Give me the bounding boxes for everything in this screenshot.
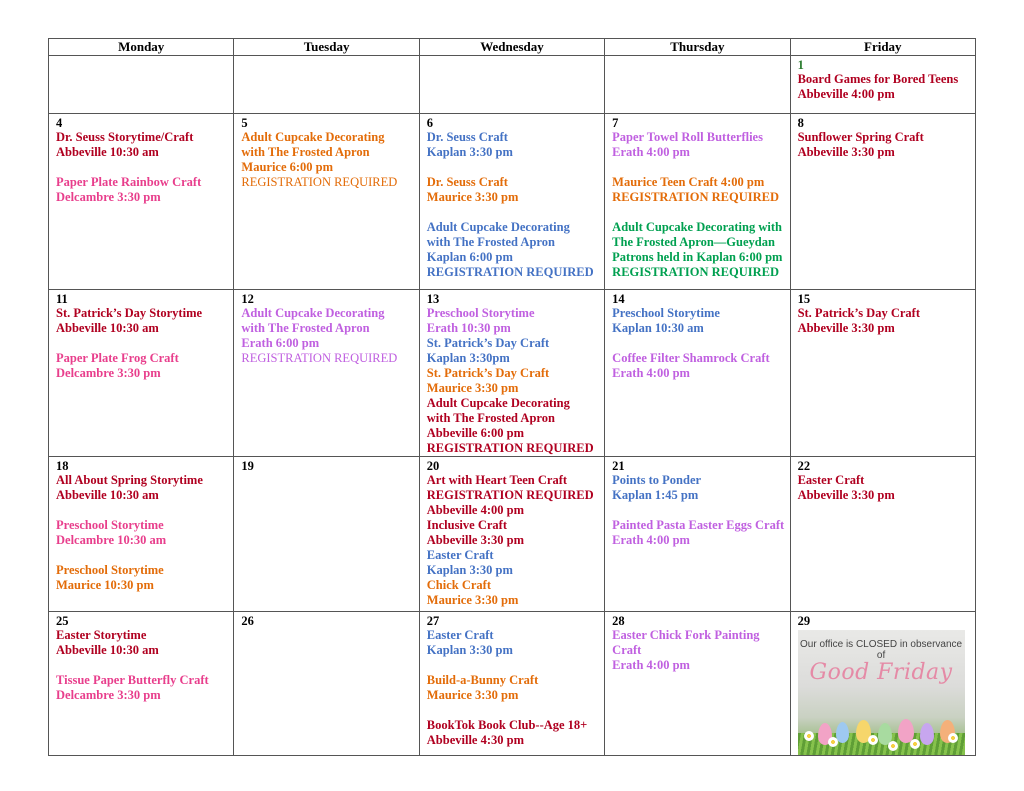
day-number: 13 [426, 292, 440, 306]
calendar-event [427, 220, 604, 280]
event-line: Preschool Storytime [56, 518, 164, 532]
day-cell-thursday [605, 457, 790, 612]
event-line: with The Frosted Apron [426, 235, 555, 249]
event-line: with The Frosted Apron [241, 321, 370, 335]
calendar-event [612, 518, 789, 548]
day-cell-friday [790, 114, 975, 290]
day-number [56, 58, 233, 72]
weekday-header: Wednesday [419, 39, 604, 56]
event-line: Erath 4:00 pm [612, 145, 690, 159]
day-cell-thursday [605, 114, 790, 290]
weekday-header: Thursday [605, 39, 790, 56]
event-line: Dr. Seuss Storytime/Craft [56, 130, 194, 144]
daisy-icon [828, 737, 838, 747]
daisy-icon [804, 731, 814, 741]
weekday-header-row [49, 39, 976, 56]
event-line: St. Patrick’s Day Storytime [56, 306, 203, 320]
calendar-event [427, 473, 604, 518]
day-cell-friday [790, 56, 975, 114]
event-line: St. Patrick’s Day Craft [426, 366, 550, 380]
event-line: Abbeville 10:30 am [56, 321, 159, 335]
calendar-event [241, 130, 418, 190]
day-number: 7 [612, 116, 619, 130]
calendar-event [241, 306, 418, 366]
event-line: Kaplan 10:30 am [612, 321, 704, 335]
event-line: Erath 4:00 pm [612, 533, 690, 547]
event-line: Inclusive Craft [426, 518, 507, 532]
event-line: Adult Cupcake Decorating with [612, 220, 782, 234]
day-number: 11 [56, 292, 68, 306]
day-cell-thursday [605, 612, 790, 756]
event-line: with The Frosted Apron [241, 145, 370, 159]
day-number: 18 [56, 459, 69, 473]
day-number: 27 [426, 614, 440, 628]
event-line: REGISTRATION REQUIRED [241, 175, 398, 189]
day-cell-friday [790, 612, 975, 756]
calendar-event [427, 578, 604, 608]
day-cell-wednesday [419, 56, 604, 114]
event-line: Kaplan 3:30 pm [426, 643, 513, 657]
calendar-event [56, 473, 233, 503]
calendar-event [56, 130, 233, 160]
week-row [49, 56, 976, 114]
calendar-event [612, 175, 789, 205]
week-row [49, 612, 976, 756]
easter-egg-icon [920, 723, 934, 745]
day-cell-tuesday [234, 114, 419, 290]
day-number: 6 [426, 116, 434, 130]
event-line: Abbeville 10:30 am [56, 145, 159, 159]
calendar-event [798, 306, 975, 336]
event-line: REGISTRATION REQUIRED [426, 488, 594, 502]
day-number: 14 [612, 292, 625, 306]
event-line: Tissue Paper Butterfly Craft [56, 673, 209, 687]
day-cell-tuesday [234, 56, 419, 114]
event-line: Abbeville 3:30 pm [797, 488, 895, 502]
event-line: Maurice 3:30 pm [426, 593, 519, 607]
weekday-header: Monday [49, 39, 234, 56]
event-line: Abbeville 4:30 pm [426, 733, 525, 747]
calendar-event [427, 718, 604, 748]
event-line: Chick Craft [426, 578, 492, 592]
event-line: REGISTRATION REQUIRED [612, 265, 779, 279]
day-cell-wednesday [419, 290, 604, 457]
calendar-event [798, 130, 975, 160]
day-number: 29 [797, 614, 811, 628]
event-line: Dr. Seuss Craft [426, 175, 508, 189]
calendar-event [427, 336, 604, 366]
day-number: 28 [612, 614, 625, 628]
week-row [49, 457, 976, 612]
day-cell-tuesday [234, 457, 419, 612]
event-line: BookTok Book Club--Age 18+ [426, 718, 588, 732]
day-number [241, 58, 418, 72]
event-line: Kaplan 6:00 pm [426, 250, 513, 264]
event-line: with The Frosted Apron [426, 411, 555, 425]
day-number: 26 [241, 614, 254, 628]
day-cell-monday [49, 114, 234, 290]
event-line: Easter Storytime [56, 628, 147, 642]
event-line: Paper Plate Frog Craft [56, 351, 179, 365]
event-line: St. Patrick’s Day Craft [797, 306, 920, 320]
event-line: Adult Cupcake Decorating [241, 306, 385, 320]
calendar-event [798, 473, 975, 503]
day-number: 4 [56, 116, 63, 130]
calendar-event [427, 628, 604, 658]
event-line: Points to Ponder [612, 473, 702, 487]
event-line: Sunflower Spring Craft [797, 130, 924, 144]
event-line: Delcambre 10:30 am [56, 533, 167, 547]
calendar-event [427, 175, 604, 205]
event-line: Art with Heart Teen Craft [426, 473, 568, 487]
event-line: Painted Pasta Easter Eggs Craft [612, 518, 785, 532]
event-line: Kaplan 3:30pm [426, 351, 510, 365]
event-line: Abbeville 10:30 am [56, 643, 159, 657]
event-line: The Frosted Apron—Gueydan [612, 235, 775, 249]
calendar-event [427, 673, 604, 703]
day-number: 20 [426, 459, 440, 473]
day-cell-friday [790, 290, 975, 457]
event-line: Abbeville 10:30 am [56, 488, 159, 502]
event-line: Preschool Storytime [612, 306, 720, 320]
day-cell-thursday [605, 290, 790, 457]
week-row [49, 114, 976, 290]
event-line: Delcambre 3:30 pm [56, 190, 161, 204]
calendar-table [48, 38, 976, 756]
event-line: Preschool Storytime [56, 563, 164, 577]
event-line: Easter Craft [426, 628, 494, 642]
day-cell-monday [49, 457, 234, 612]
day-cell-thursday [605, 56, 790, 114]
calendar-event [56, 351, 233, 381]
event-line: St. Patrick’s Day Craft [426, 336, 550, 350]
event-line: Erath 4:00 pm [612, 658, 690, 672]
event-line: Abbeville 3:30 pm [426, 533, 525, 547]
event-line: Delcambre 3:30 pm [56, 366, 161, 380]
event-line: Easter Craft [797, 473, 865, 487]
daisy-icon [888, 741, 898, 751]
event-line: Erath 10:30 pm [426, 321, 511, 335]
event-line: All About Spring Storytime [56, 473, 203, 487]
day-cell-friday [790, 457, 975, 612]
event-line: Maurice 3:30 pm [426, 688, 519, 702]
calendar-event [56, 518, 233, 548]
day-number: 22 [797, 459, 811, 473]
day-number: 12 [241, 292, 254, 306]
day-cell-tuesday [234, 290, 419, 457]
day-cell-wednesday [419, 612, 604, 756]
day-number: 19 [241, 459, 254, 473]
calendar-event [427, 396, 604, 456]
calendar-event [612, 628, 789, 673]
day-cell-monday [49, 290, 234, 457]
event-line: Maurice 3:30 pm [426, 381, 519, 395]
event-line: Kaplan 3:30 pm [426, 563, 513, 577]
day-number: 5 [241, 116, 248, 130]
calendar-event [427, 306, 604, 336]
daisy-icon [948, 733, 958, 743]
event-line: Easter Chick Fork Painting Craft [612, 628, 760, 657]
event-line: Coffee Filter Shamrock Craft [612, 351, 770, 365]
calendar-event [612, 220, 789, 280]
calendar-event [56, 563, 233, 593]
event-line: Abbeville 6:00 pm [426, 426, 525, 440]
day-number [427, 58, 604, 72]
event-line: Abbeville 4:00 pm [426, 503, 525, 517]
event-line: Adult Cupcake Decorating [426, 396, 570, 410]
event-line: Abbeville 3:30 pm [797, 145, 895, 159]
calendar-event [427, 548, 604, 578]
calendar-event [612, 473, 789, 503]
event-line: Paper Towel Roll Butterflies [612, 130, 763, 144]
event-line: Maurice 3:30 pm [426, 190, 519, 204]
event-line: Abbeville 4:00 pm [797, 87, 895, 101]
event-line: REGISTRATION REQUIRED [426, 441, 594, 455]
event-line: REGISTRATION REQUIRED [241, 351, 398, 365]
daisy-icon [910, 739, 920, 749]
calendar-event [427, 366, 604, 396]
event-line: Kaplan 3:30 pm [426, 145, 513, 159]
event-line: Maurice Teen Craft 4:00 pm [612, 175, 765, 189]
calendar-event [56, 628, 233, 658]
calendar-event [612, 306, 789, 336]
event-line: Adult Cupcake Decorating [241, 130, 385, 144]
calendar-event [56, 306, 233, 336]
event-line: Maurice 6:00 pm [241, 160, 334, 174]
weekday-header: Tuesday [234, 39, 419, 56]
day-cell-wednesday [419, 114, 604, 290]
good-friday-script: Good Friday [809, 660, 953, 685]
calendar-event [427, 130, 604, 160]
event-line: REGISTRATION REQUIRED [612, 190, 779, 204]
event-line: Board Games for Bored Teens [797, 72, 959, 86]
event-line: Patrons held in Kaplan 6:00 pm [612, 250, 783, 264]
day-cell-monday [49, 612, 234, 756]
calendar-event [612, 351, 789, 381]
calendar-event [798, 72, 975, 102]
calendar-event [427, 518, 604, 548]
event-line: Easter Craft [426, 548, 494, 562]
event-line: Kaplan 1:45 pm [612, 488, 699, 502]
event-line: Preschool Storytime [426, 306, 535, 320]
event-line: Abbeville 3:30 pm [797, 321, 895, 335]
calendar-event [56, 175, 233, 205]
event-line: Maurice 10:30 pm [56, 578, 154, 592]
day-number: 21 [612, 459, 625, 473]
day-number: 15 [797, 292, 811, 306]
event-line: Build-a-Bunny Craft [426, 673, 539, 687]
weekday-header: Friday [790, 39, 975, 56]
event-line: Erath 6:00 pm [241, 336, 320, 350]
event-line: Adult Cupcake Decorating [426, 220, 570, 234]
event-line: Delcambre 3:30 pm [56, 688, 161, 702]
day-number: 25 [56, 614, 69, 628]
day-cell-wednesday [419, 457, 604, 612]
calendar-event [612, 130, 789, 160]
daisy-icon [868, 735, 878, 745]
day-cell-tuesday [234, 612, 419, 756]
day-number: 8 [797, 116, 804, 130]
event-line: Paper Plate Rainbow Craft [56, 175, 202, 189]
day-cell-monday [49, 56, 234, 114]
event-line: Erath 4:00 pm [612, 366, 690, 380]
closed-notice: Our office is CLOSED in observance of [800, 639, 963, 661]
event-line: REGISTRATION REQUIRED [426, 265, 594, 279]
day-number [612, 58, 789, 72]
event-line: Dr. Seuss Craft [426, 130, 508, 144]
calendar-event [56, 673, 233, 703]
day-number: 1 [797, 58, 804, 72]
week-row [49, 290, 976, 457]
good-friday-image [798, 630, 965, 755]
